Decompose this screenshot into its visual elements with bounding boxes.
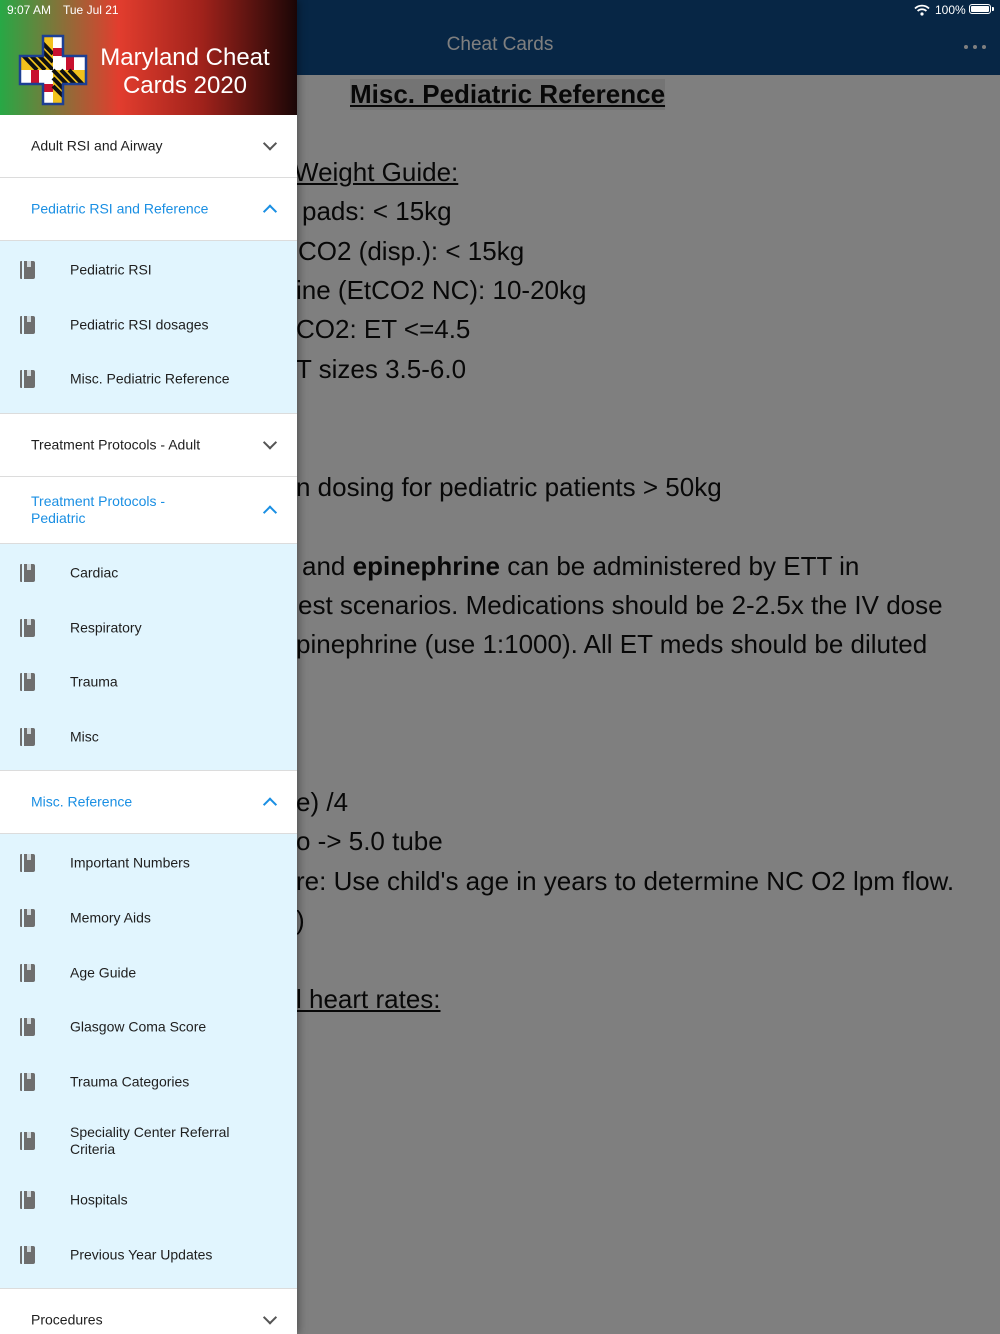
menu-item-label: Hospitals [70,1191,128,1208]
menu-item-trauma[interactable] [0,655,297,710]
section-items [0,544,297,771]
menu-item-label: Trauma [70,673,118,690]
book-icon [20,728,35,746]
wifi-icon [914,4,930,16]
section-label: Procedures [31,1311,103,1328]
book-icon [20,564,35,582]
menu-item-label: Glasgow Coma Score [70,1018,207,1035]
battery-icon [969,4,991,14]
drawer-app-title: Maryland Cheat Cards 2020 [100,44,270,99]
navigation-drawer [0,0,297,1334]
book-icon [20,1018,35,1036]
menu-item-label: Important Numbers [70,854,190,871]
section-label: Treatment Protocols - Adult [31,436,201,453]
section-label: Adult RSI and Airway [31,137,163,154]
section-treatment-protocols-pediatric[interactable] [0,477,297,544]
menu-item-label: Misc [70,728,99,745]
maryland-cross-logo-icon [18,34,88,106]
book-icon [20,1246,35,1264]
menu-item-label: Memory Aids [70,909,151,926]
menu-item-previous-year-updates[interactable] [0,1228,297,1283]
book-icon [20,370,35,388]
book-icon [20,619,35,637]
book-icon [20,673,35,691]
book-icon [20,1073,35,1091]
section-procedures[interactable] [0,1289,297,1334]
menu-item-important-numbers[interactable] [0,836,297,891]
section-label: Treatment Protocols - Pediatric [31,492,166,526]
book-icon [20,1132,35,1150]
status-time: 9:07 AM [7,3,52,17]
menu-item-label: Age Guide [70,964,137,981]
book-icon [20,316,35,334]
menu-item-trauma-categories[interactable] [0,1055,297,1110]
section-pediatric-rsi-and-reference[interactable] [0,178,297,241]
book-icon [20,261,35,279]
book-icon [20,909,35,927]
book-icon [20,1191,35,1209]
chevron-up-icon [263,204,277,218]
section-treatment-protocols-adult[interactable] [0,414,297,477]
menu-item-memory-aids[interactable] [0,891,297,946]
menu-item-pediatric-rsi[interactable] [0,243,297,298]
menu-item-respiratory[interactable] [0,600,297,655]
section-misc-reference[interactable] [0,771,297,834]
menu-item-misc-pediatric-reference[interactable] [0,352,297,407]
menu-item-label: Pediatric RSI [70,261,152,278]
menu-item-age-guide[interactable] [0,945,297,1000]
section-label: Pediatric RSI and Reference [31,200,209,217]
menu-item-glasgow-coma-score[interactable] [0,1000,297,1055]
chevron-up-icon [263,505,277,519]
chevron-up-icon [263,798,277,812]
section-items [0,241,297,414]
menu-item-label: Cardiac [70,564,119,581]
menu-item-speciality-center-referral-criteria[interactable] [0,1109,297,1173]
menu-item-label: Misc. Pediatric Reference [70,370,230,387]
section-items [0,834,297,1289]
battery-percentage: 100% [935,3,966,17]
chevron-down-icon [263,1311,277,1325]
menu-item-label: Speciality Center Referral Criteria [70,1124,230,1158]
section-label: Misc. Reference [31,793,133,810]
menu-item-hospitals[interactable] [0,1173,297,1228]
menu-item-misc[interactable] [0,710,297,765]
book-icon [20,854,35,872]
menu-item-cardiac[interactable] [0,546,297,601]
menu-item-label: Previous Year Updates [70,1246,213,1263]
status-date: Tue Jul 21 [63,3,119,17]
menu-item-label: Pediatric RSI dosages [70,316,209,333]
chevron-down-icon [263,435,277,449]
section-adult-rsi-and-airway[interactable] [0,115,297,178]
menu-item-pediatric-rsi-dosages[interactable] [0,298,297,353]
status-bar [0,0,1000,22]
drawer-nav [0,115,297,1334]
menu-item-label: Respiratory [70,619,142,636]
chevron-down-icon [263,136,277,150]
book-icon [20,964,35,982]
menu-item-label: Trauma Categories [70,1073,190,1090]
